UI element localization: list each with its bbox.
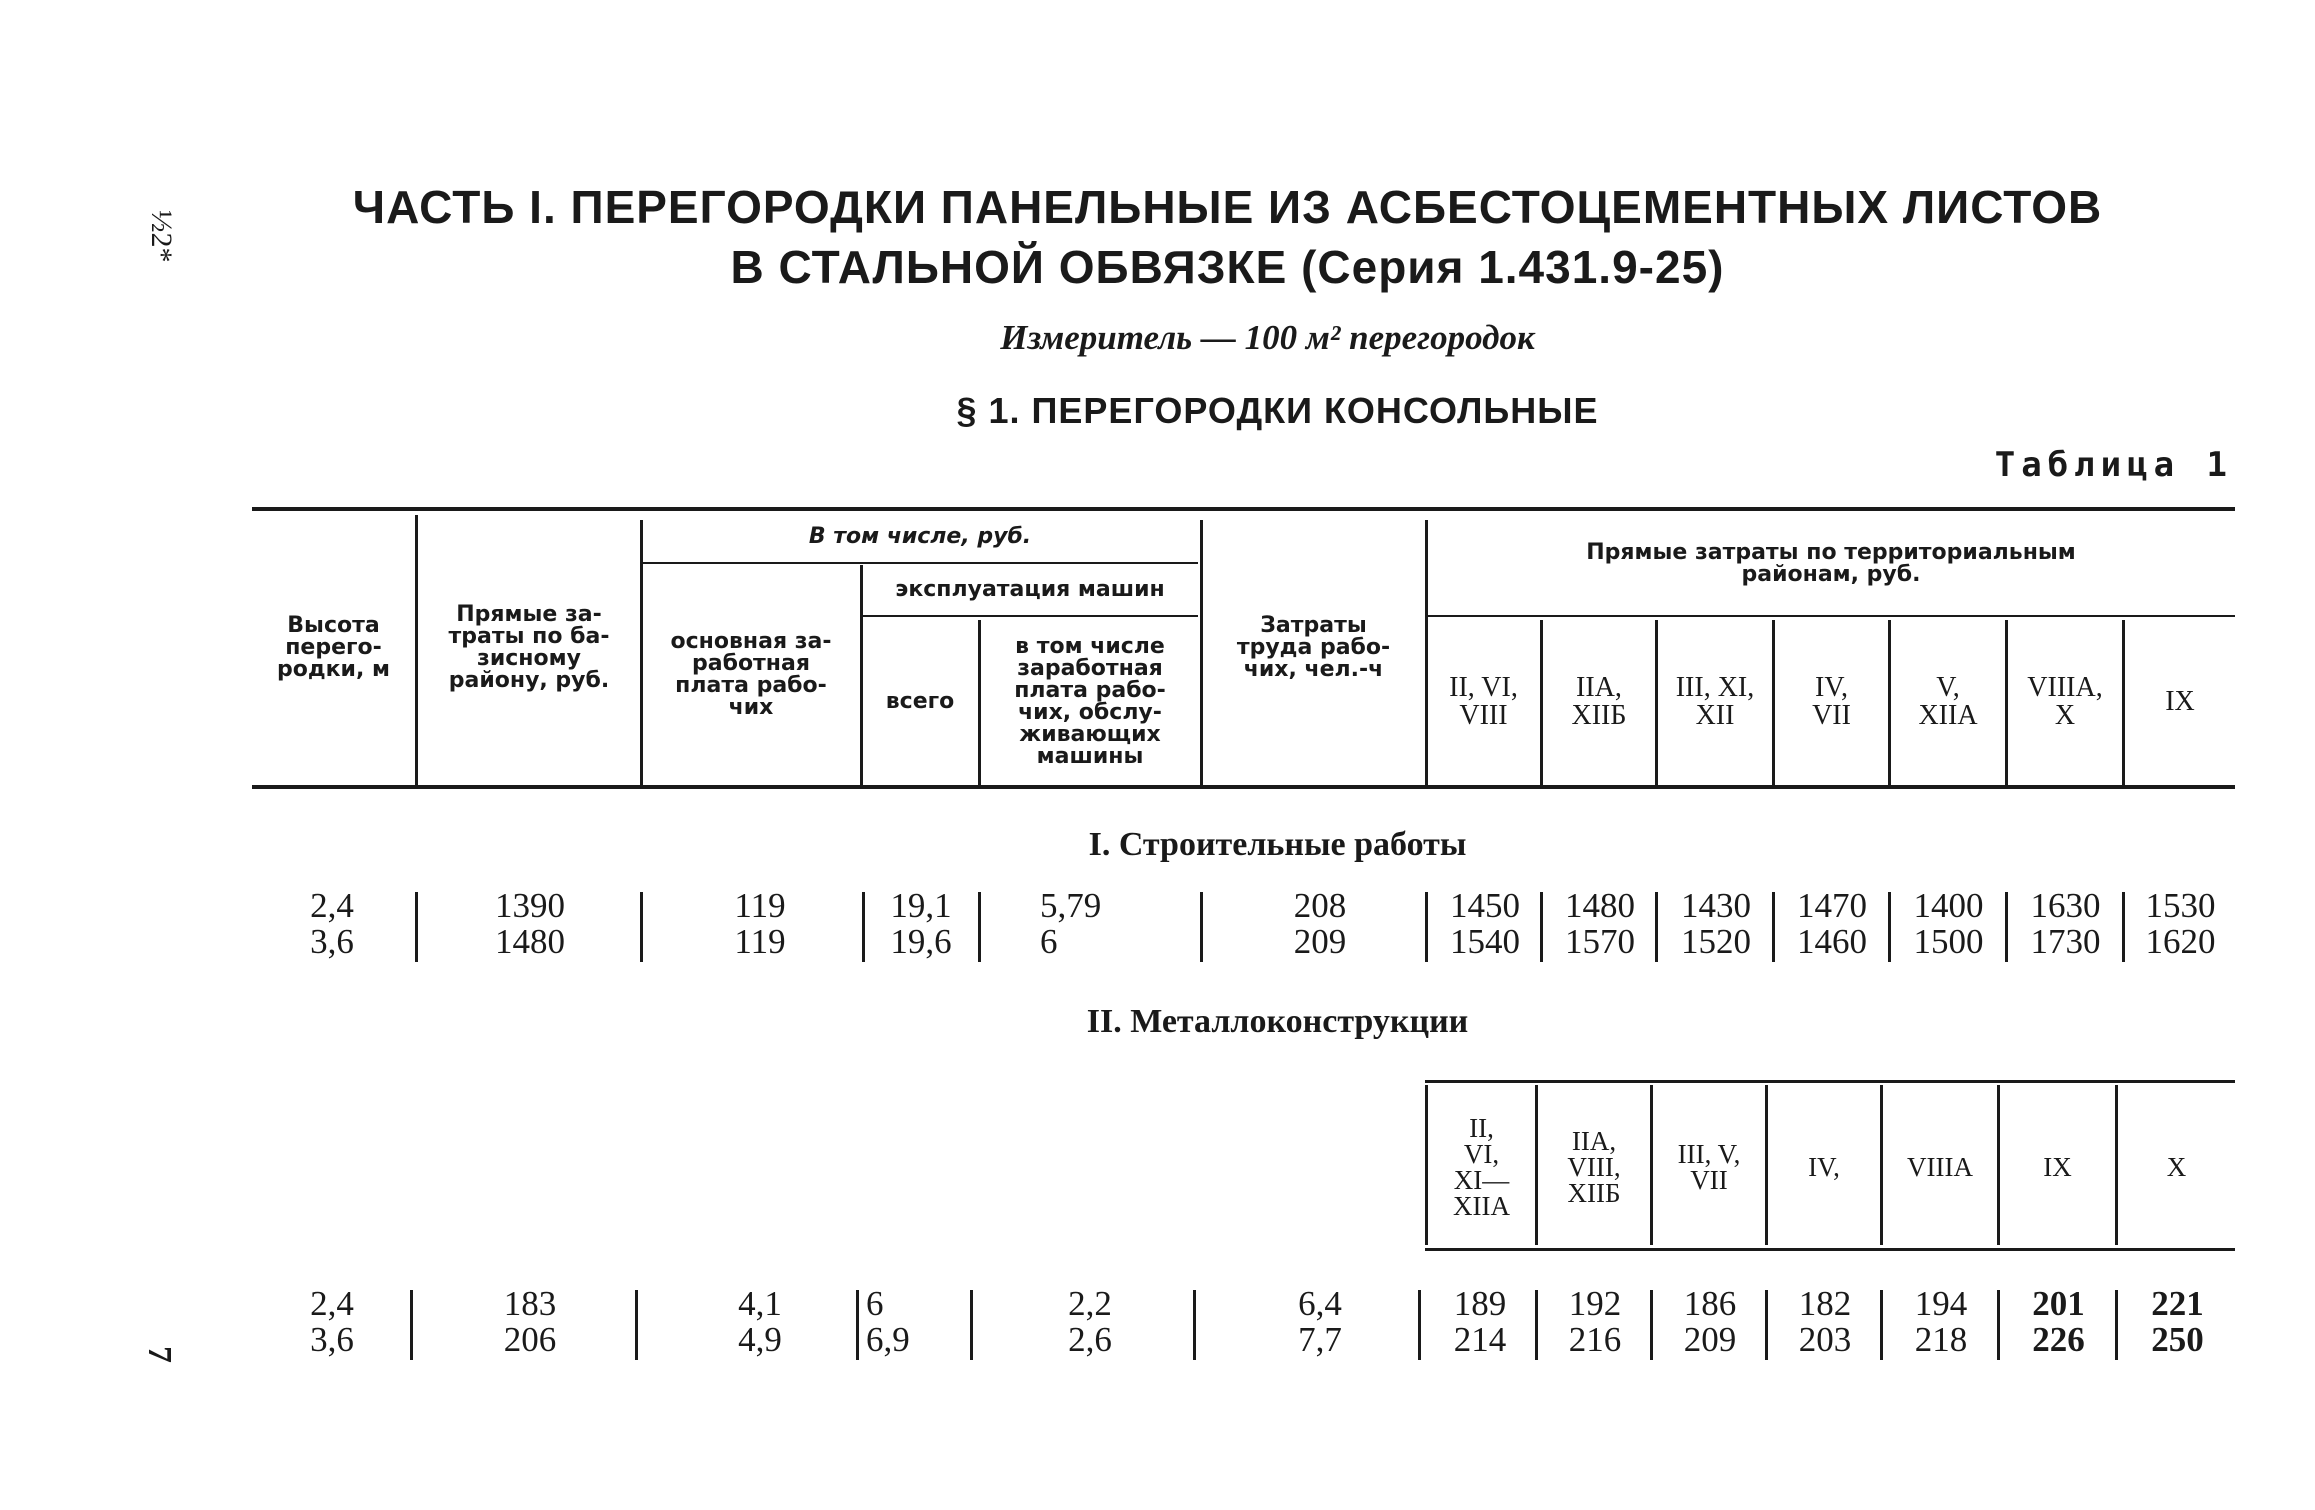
part2-title: II. Металлоконструкции	[1086, 1003, 1469, 1040]
region-col-header: IV, VII	[1812, 671, 1851, 731]
column-divider	[856, 1290, 859, 1360]
header-main-wage: основная за- работная плата рабо- чих	[670, 629, 832, 720]
column-divider	[640, 892, 643, 962]
cell-region: 182 203	[1798, 1284, 1852, 1359]
table-row	[0, 1286, 2315, 1366]
table-label: Таблица 1	[1994, 445, 2233, 485]
part2-region-col-header: IX	[2043, 1151, 2072, 1182]
divider	[1427, 615, 2235, 617]
header-including: В том числе, руб.	[808, 524, 1032, 549]
cell-height: 2,4 3,6	[310, 886, 354, 961]
region-col-header: IX	[2165, 685, 2195, 717]
column-divider	[862, 892, 865, 962]
page-mark: ½2*	[145, 210, 178, 263]
column-divider	[1765, 1290, 1768, 1360]
column-divider	[415, 892, 418, 962]
column-divider	[2115, 1290, 2118, 1360]
column-divider	[1535, 1290, 1538, 1360]
cell-base: 183 206	[503, 1284, 557, 1359]
column-divider	[970, 1290, 973, 1360]
section-title: § 1. ПЕРЕГОРОДКИ КОНСОЛЬНЫЕ	[956, 390, 1599, 431]
part-title-line2: В СТАЛЬНОЙ ОБВЯЗКЕ (Серия 1.431.9-25)	[730, 241, 1725, 293]
region-col-header: V, XIIА	[1918, 671, 1978, 731]
cell-region: 194 218	[1914, 1284, 1968, 1359]
measure-unit: Измеритель — 100 м² перегородок	[1000, 318, 1535, 357]
header-regions: Прямые затраты по территориальным районам, руб.	[1586, 539, 2076, 587]
part2-region-col-header: X	[2166, 1151, 2187, 1182]
cell-region: 1400 1500	[1913, 886, 1984, 961]
part2-region-col-header: IIА, VIII, XIIБ	[1567, 1125, 1621, 1208]
column-divider	[2005, 892, 2008, 962]
column-divider	[1655, 892, 1658, 962]
cell-region: 1530 1620	[2145, 886, 2216, 961]
header-direct-base: Прямые за- траты по ба- зисному району, руб.	[448, 601, 610, 693]
part2-region-col-header: VIIIА	[1907, 1151, 1973, 1182]
cell-machines-wage: 2,2 2,6	[1068, 1284, 1112, 1359]
cell-machines-total: 6 6,9	[866, 1284, 910, 1359]
header-machines: эксплуатация машин	[895, 577, 1165, 602]
region-col-header: VIIIА, X	[2027, 671, 2103, 731]
column-divider	[1888, 892, 1891, 962]
cell-height: 2,4 3,6	[310, 1284, 354, 1359]
part2-header-bottom-rule	[1425, 1248, 2235, 1251]
column-divider	[1425, 892, 1428, 962]
column-divider	[1997, 1290, 2000, 1360]
header-labor: Затраты труда рабо- чих, чел.-ч	[1236, 612, 1391, 682]
cell-region: 192 216	[1568, 1284, 1622, 1359]
column-divider	[1418, 1290, 1421, 1360]
region-col-header: III, XI, XII	[1675, 671, 1755, 731]
cell-base: 1390 1480	[495, 886, 565, 961]
header-height: Высота перего- родки, м	[277, 612, 390, 682]
cell-labor: 6,4 7,7	[1298, 1284, 1342, 1359]
column-divider	[410, 1290, 413, 1360]
cell-region: 1450 1540	[1450, 886, 1520, 961]
region-col-header: II, VI, VIII	[1449, 671, 1518, 731]
cell-region: 201 226	[2032, 1284, 2085, 1359]
cell-region: 1430 1520	[1681, 886, 1751, 961]
cell-machines-total: 19,1 19,6	[890, 886, 952, 961]
part2-header-top-rule	[1425, 1080, 2235, 1083]
header-machines-total: всего	[885, 688, 955, 714]
part2-region-col-header: II, VI, XI— XIIА	[1453, 1112, 1510, 1221]
header-bottom-rule	[252, 785, 2235, 789]
column-divider	[2122, 892, 2125, 962]
column-divider	[1193, 1290, 1196, 1360]
cell-region: 221 250	[2151, 1284, 2204, 1359]
header-machines-wage: в том числе заработная плата рабо- чих, обслу- живающих машины	[1014, 633, 1166, 769]
part2-region-col-header: IV,	[1808, 1151, 1840, 1182]
column-divider	[978, 892, 981, 962]
divider	[862, 615, 1198, 617]
column-divider	[635, 1290, 638, 1360]
cell-region: 1480 1570	[1565, 886, 1635, 961]
cell-region: 186 209	[1683, 1284, 1737, 1359]
region-col-header: IIА, XIIБ	[1571, 671, 1627, 731]
cell-labor: 208 209	[1293, 886, 1347, 961]
divider	[642, 562, 1198, 564]
cell-region: 1630 1730	[2030, 886, 2101, 961]
column-divider	[1772, 892, 1775, 962]
cell-region: 1470 1460	[1797, 886, 1867, 961]
cell-main-wage: 119 119	[734, 886, 786, 961]
column-divider	[1540, 892, 1543, 962]
cell-region: 189 214	[1453, 1284, 1507, 1359]
cell-machines-wage: 5,79 6	[1040, 886, 1102, 961]
table-row	[0, 888, 2315, 968]
part2-region-col-header: III, V, VII	[1677, 1138, 1741, 1195]
cell-main-wage: 4,1 4,9	[738, 1284, 782, 1359]
part1-title: I. Строительные работы	[1088, 826, 1467, 863]
column-divider	[1200, 892, 1203, 962]
column-divider	[1880, 1290, 1883, 1360]
part-title-line1: ЧАСТЬ I. ПЕРЕГОРОДКИ ПАНЕЛЬНЫЕ ИЗ АСБЕСТОЦЕМЕНТНЫХ ЛИСТОВ	[352, 181, 2103, 233]
column-divider	[1650, 1290, 1653, 1360]
page-number: 7	[141, 1346, 178, 1363]
